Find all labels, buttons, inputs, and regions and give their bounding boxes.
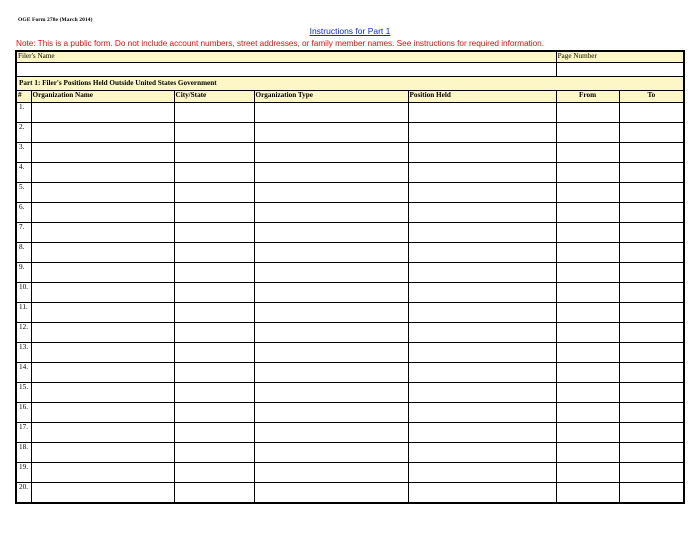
organization-type-cell[interactable] [254,462,408,482]
row-number: 6. [16,202,31,222]
organization-name-cell[interactable] [31,282,174,302]
organization-type-cell[interactable] [254,142,408,162]
from-cell[interactable] [556,322,619,342]
organization-type-cell[interactable] [254,282,408,302]
table-row [16,302,684,322]
city-state-cell[interactable] [174,202,254,222]
city-state-cell[interactable] [174,442,254,462]
row-number: 2. [16,122,31,142]
row-number: 16. [16,402,31,422]
col-header-city-state: City/State [174,90,254,102]
row-number: 4. [16,162,31,182]
col-header-organization-name: Organization Name [31,90,174,102]
city-state-cell[interactable] [174,362,254,382]
from-cell[interactable] [556,422,619,442]
position-held-cell[interactable] [408,442,556,462]
position-held-cell[interactable] [408,422,556,442]
page-number-field[interactable] [556,62,684,76]
to-cell[interactable] [619,342,684,362]
city-state-cell[interactable] [174,142,254,162]
organization-name-cell[interactable] [31,222,174,242]
row-number: 5. [16,182,31,202]
city-state-cell[interactable] [174,222,254,242]
to-cell[interactable] [619,402,684,422]
organization-type-cell[interactable] [254,182,408,202]
to-cell[interactable] [619,182,684,202]
table-row [16,142,684,162]
from-cell[interactable] [556,162,619,182]
to-cell[interactable] [619,162,684,182]
organization-type-cell[interactable] [254,262,408,282]
organization-type-cell[interactable] [254,382,408,402]
organization-type-cell[interactable] [254,422,408,442]
position-held-cell[interactable] [408,202,556,222]
city-state-cell[interactable] [174,402,254,422]
table-row [16,362,684,382]
organization-type-cell[interactable] [254,222,408,242]
organization-name-cell[interactable] [31,402,174,422]
position-held-cell[interactable] [408,322,556,342]
table-row [16,262,684,282]
organization-type-cell[interactable] [254,242,408,262]
table-row [16,422,684,442]
row-number: 11. [16,302,31,322]
row-number: 19. [16,462,31,482]
position-held-cell[interactable] [408,102,556,122]
organization-name-cell[interactable] [31,382,174,402]
table-row [16,282,684,302]
to-cell[interactable] [619,422,684,442]
table-row [16,242,684,262]
organization-type-cell[interactable] [254,342,408,362]
position-held-cell[interactable] [408,482,556,503]
from-cell[interactable] [556,382,619,402]
city-state-cell[interactable] [174,322,254,342]
from-cell[interactable] [556,102,619,122]
page-number-label: Page Number [556,51,684,62]
filer-name-field[interactable] [16,62,556,76]
city-state-cell[interactable] [174,382,254,402]
col-header-position-held: Position Held [408,90,556,102]
to-cell[interactable] [619,202,684,222]
position-held-cell[interactable] [408,402,556,422]
position-held-cell[interactable] [408,262,556,282]
from-cell[interactable] [556,202,619,222]
from-cell[interactable] [556,342,619,362]
city-state-cell[interactable] [174,282,254,302]
from-cell[interactable] [556,482,619,503]
table-row [16,322,684,342]
row-number: 14. [16,362,31,382]
col-header-organization-type: Organization Type [254,90,408,102]
to-cell[interactable] [619,122,684,142]
organization-name-cell[interactable] [31,362,174,382]
organization-name-cell[interactable] [31,322,174,342]
table-row [16,462,684,482]
organization-type-cell[interactable] [254,162,408,182]
row-number: 10. [16,282,31,302]
organization-name-cell[interactable] [31,462,174,482]
row-number: 15. [16,382,31,402]
organization-type-cell[interactable] [254,482,408,503]
filer-name-label: Filer's Name [16,51,556,62]
city-state-cell[interactable] [174,342,254,362]
table-row [16,482,684,503]
city-state-cell[interactable] [174,242,254,262]
position-held-cell[interactable] [408,182,556,202]
table-row [16,122,684,142]
organization-name-cell[interactable] [31,102,174,122]
row-number: 13. [16,342,31,362]
table-row [16,162,684,182]
organization-type-cell[interactable] [254,102,408,122]
position-held-cell[interactable] [408,382,556,402]
col-header-from: From [556,90,619,102]
position-held-cell[interactable] [408,302,556,322]
organization-type-cell[interactable] [254,122,408,142]
organization-type-cell[interactable] [254,442,408,462]
organization-name-cell[interactable] [31,442,174,462]
organization-name-cell[interactable] [31,342,174,362]
organization-name-cell[interactable] [31,262,174,282]
organization-name-cell[interactable] [31,302,174,322]
from-cell[interactable] [556,182,619,202]
to-cell[interactable] [619,222,684,242]
organization-name-cell[interactable] [31,162,174,182]
city-state-cell[interactable] [174,422,254,442]
position-held-cell[interactable] [408,222,556,242]
from-cell[interactable] [556,262,619,282]
table-row [16,402,684,422]
city-state-cell[interactable] [174,182,254,202]
part-title: Part 1: Filer's Positions Held Outside United States Government [16,76,684,90]
organization-type-cell[interactable] [254,362,408,382]
organization-type-cell[interactable] [254,322,408,342]
city-state-cell[interactable] [174,302,254,322]
position-held-cell[interactable] [408,342,556,362]
row-number: 18. [16,442,31,462]
data-rows [16,102,684,503]
city-state-cell[interactable] [174,262,254,282]
from-cell[interactable] [556,242,619,262]
to-cell[interactable] [619,442,684,462]
organization-name-cell[interactable] [31,242,174,262]
table-row [16,342,684,362]
city-state-cell[interactable] [174,462,254,482]
organization-name-cell[interactable] [31,182,174,202]
col-header-num: # [16,90,31,102]
row-number: 12. [16,322,31,342]
table-row [16,202,684,222]
row-number: 3. [16,142,31,162]
from-cell[interactable] [556,402,619,422]
to-cell[interactable] [619,142,684,162]
organization-name-cell[interactable] [31,422,174,442]
instructions-link[interactable]: Instructions for Part 1 [309,26,391,36]
row-number: 1. [16,102,31,122]
table-row [16,442,684,462]
position-held-cell[interactable] [408,282,556,302]
organization-name-cell[interactable] [31,122,174,142]
to-cell[interactable] [619,462,684,482]
to-cell[interactable] [619,282,684,302]
organization-name-cell[interactable] [31,202,174,222]
city-state-cell[interactable] [174,102,254,122]
position-held-cell[interactable] [408,242,556,262]
from-cell[interactable] [556,442,619,462]
organization-type-cell[interactable] [254,402,408,422]
city-state-cell[interactable] [174,122,254,142]
organization-type-cell[interactable] [254,202,408,222]
public-form-note: Note: This is a public form. Do not include account numbers, street addresses, or family member names. See instructions for required information. [16,38,544,48]
table-row [16,102,684,122]
row-number: 20. [16,482,31,503]
to-cell[interactable] [619,302,684,322]
to-cell[interactable] [619,322,684,342]
row-number: 7. [16,222,31,242]
row-number: 9. [16,262,31,282]
from-cell[interactable] [556,222,619,242]
from-cell[interactable] [556,142,619,162]
to-cell[interactable] [619,102,684,122]
organization-type-cell[interactable] [254,302,408,322]
position-held-cell[interactable] [408,122,556,142]
table-row [16,182,684,202]
from-cell[interactable] [556,302,619,322]
form-identifier: OGE Form 278e (March 2014) [18,17,93,23]
table-row [16,222,684,242]
to-cell[interactable] [619,482,684,503]
from-cell[interactable] [556,122,619,142]
position-held-cell[interactable] [408,462,556,482]
row-number: 8. [16,242,31,262]
part1-form-table [15,50,685,504]
table-row [16,382,684,402]
city-state-cell[interactable] [174,482,254,503]
to-cell[interactable] [619,242,684,262]
position-held-cell[interactable] [408,162,556,182]
to-cell[interactable] [619,262,684,282]
position-held-cell[interactable] [408,362,556,382]
col-header-to: To [619,90,684,102]
row-number: 17. [16,422,31,442]
to-cell[interactable] [619,362,684,382]
organization-name-cell[interactable] [31,142,174,162]
from-cell[interactable] [556,462,619,482]
from-cell[interactable] [556,362,619,382]
organization-name-cell[interactable] [31,482,174,503]
position-held-cell[interactable] [408,142,556,162]
to-cell[interactable] [619,382,684,402]
from-cell[interactable] [556,282,619,302]
city-state-cell[interactable] [174,162,254,182]
